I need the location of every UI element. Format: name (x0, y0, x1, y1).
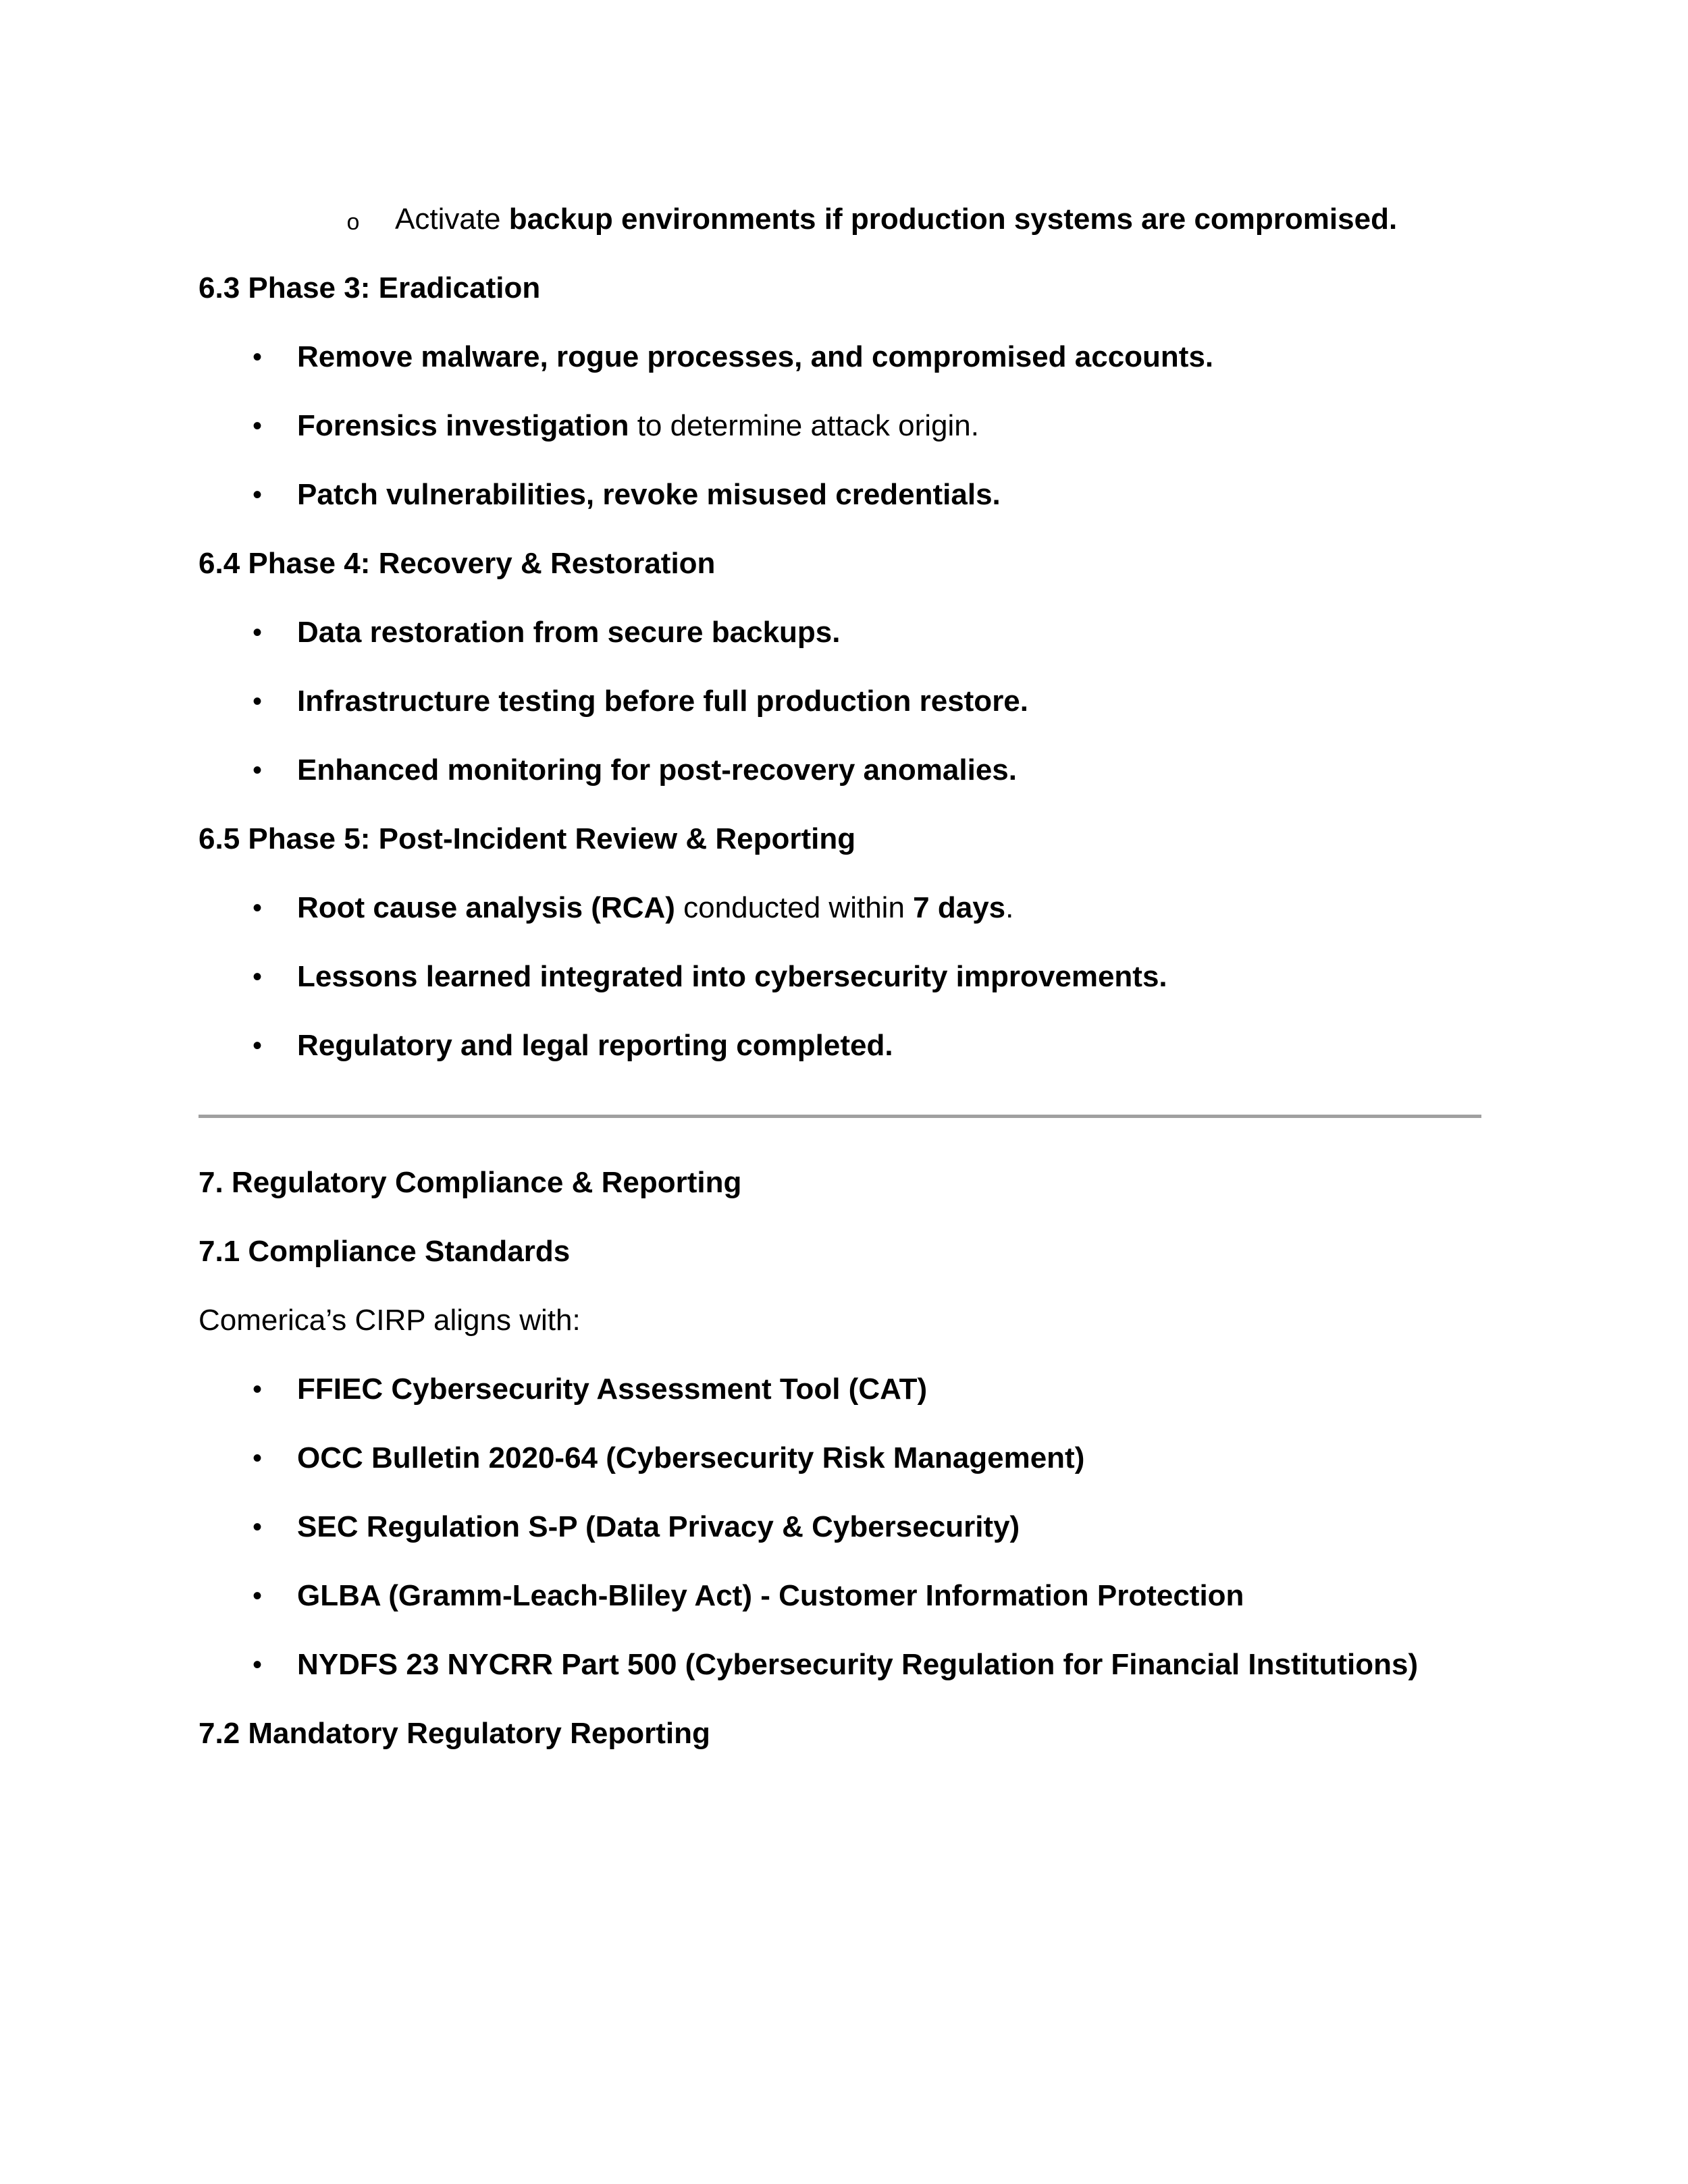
section-7-1-heading: 7.1 Compliance Standards (199, 1235, 571, 1268)
bullet-marker: • (252, 411, 262, 441)
sub-bullet-text-normal: Activate (395, 203, 509, 236)
bullet-marker: • (252, 1375, 262, 1404)
list-item (252, 406, 979, 446)
list-item-bold: Infrastructure testing before full production restore. (297, 685, 1029, 718)
list-item-bold: Patch vulnerabilities, revoke misused credentials. (297, 478, 1001, 511)
list-item-bold-days: 7 days (913, 891, 1006, 924)
list-item (252, 681, 1029, 722)
list-item-bold: Forensics investigation (297, 409, 629, 442)
list-item-bold: Root cause analysis (RCA) (297, 891, 675, 924)
list-item (252, 337, 1214, 377)
list-item (252, 957, 1167, 997)
list-item-bold: Lessons learned integrated into cybersecurity improvements. (297, 960, 1167, 993)
list-item-bold: NYDFS 23 NYCRR Part 500 (Cybersecurity Regulation for Financial Institutions) (297, 1648, 1419, 1681)
list-item (252, 612, 841, 653)
section-6-5-heading: 6.5 Phase 5: Post-Incident Review & Reporting (199, 822, 856, 855)
bullet-marker: • (252, 893, 262, 923)
list-item-bold: SEC Regulation S-P (Data Privacy & Cybersecurity) (297, 1510, 1020, 1543)
list-item (252, 1645, 1419, 1685)
section-7-2-heading: 7.2 Mandatory Regulatory Reporting (199, 1717, 710, 1750)
bullet-marker: • (252, 618, 262, 647)
list-item-period: . (1005, 891, 1014, 924)
list-item-normal: conducted within (675, 891, 914, 924)
list-item (252, 1026, 893, 1066)
bullet-marker: • (252, 1512, 262, 1542)
bullet-marker: • (252, 755, 262, 785)
list-item-bold: FFIEC Cybersecurity Assessment Tool (CAT) (297, 1373, 928, 1406)
list-item (252, 1369, 928, 1410)
sub-bullet-text-bold: backup environments if production systems are compromised. (508, 203, 1398, 236)
section-7-heading: 7. Regulatory Compliance & Reporting (199, 1166, 742, 1199)
list-item-bold: GLBA (Gramm-Leach-Bliley Act) - Customer Information Protection (297, 1579, 1244, 1612)
bullet-marker: • (252, 1650, 262, 1680)
section-7-1-intro: Comerica’s CIRP aligns with: (199, 1304, 581, 1337)
list-item (252, 750, 1017, 791)
bullet-marker: • (252, 962, 262, 992)
sub-bullet-item (346, 199, 1398, 240)
list-item (252, 888, 1014, 928)
list-item-normal: to determine attack origin. (629, 409, 979, 442)
bullet-marker: • (252, 1031, 262, 1061)
list-item-bold: Data restoration from secure backups. (297, 616, 841, 649)
bullet-marker: • (252, 687, 262, 716)
list-item (252, 1438, 1085, 1479)
section-6-4-heading: 6.4 Phase 4: Recovery & Restoration (199, 547, 716, 580)
sub-bullet-marker: o (346, 209, 360, 235)
list-item-bold: Enhanced monitoring for post-recovery anomalies. (297, 753, 1017, 787)
bullet-marker: • (252, 342, 262, 372)
bullet-marker: • (252, 480, 262, 510)
horizontal-divider (199, 1115, 1481, 1118)
list-item-bold: OCC Bulletin 2020-64 (Cybersecurity Risk Management) (297, 1441, 1085, 1474)
list-item (252, 1507, 1020, 1547)
list-item (252, 475, 1001, 515)
bullet-marker: • (252, 1443, 262, 1473)
bullet-marker: • (252, 1581, 262, 1611)
list-item-bold: Remove malware, rogue processes, and compromised accounts. (297, 340, 1214, 373)
list-item-bold: Regulatory and legal reporting completed. (297, 1029, 893, 1062)
section-6-3-heading: 6.3 Phase 3: Eradication (199, 271, 541, 304)
list-item (252, 1576, 1244, 1616)
